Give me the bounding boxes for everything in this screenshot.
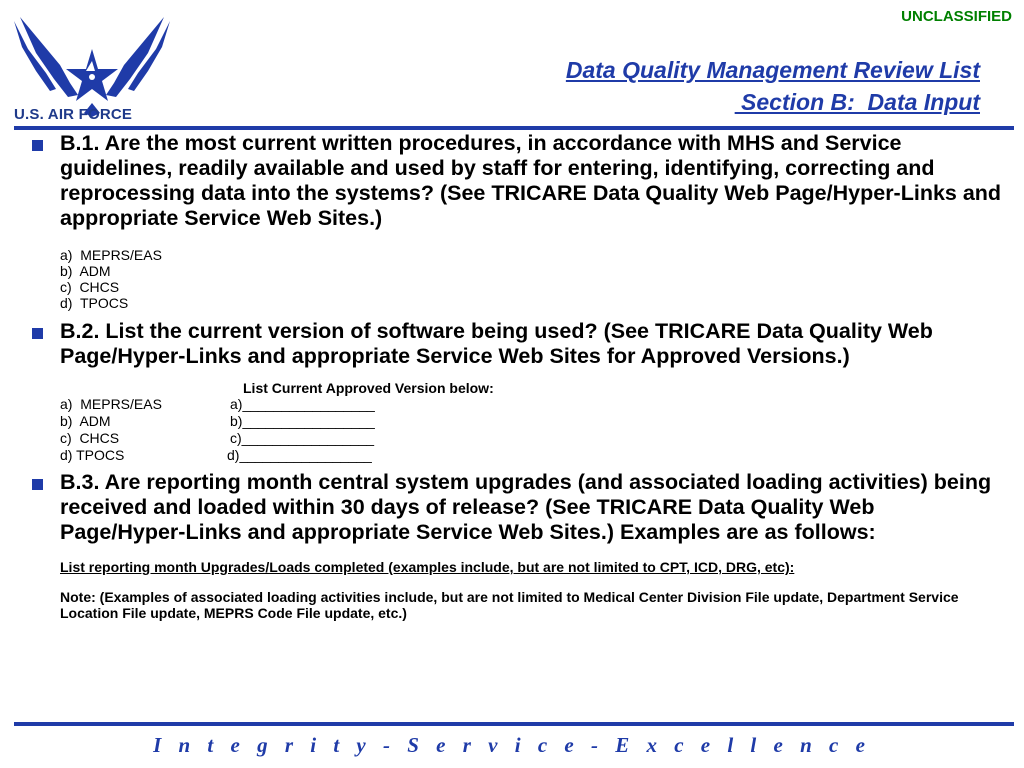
question-b3-text: B.3. Are reporting month central system upgrades (and associated loading activities) being received and loaded within 30 days of release? (See TRICARE Data Quality Web Page/Hyper-Links and appropriate Service Web Sites.) Examples are as follows: xyxy=(60,470,992,544)
question-b2 xyxy=(28,319,1003,464)
content-area xyxy=(28,131,1003,621)
upgrades-list-note: List reporting month Upgrades/Loads completed (examples include, but are not limited to CPT, ICD, DRG, etc): xyxy=(60,559,795,575)
version-label: c) CHCS xyxy=(60,430,120,446)
title-line-2: Section B: Data Input xyxy=(734,89,980,115)
list-item: c) CHCS xyxy=(60,279,120,295)
version-heading: List Current Approved Version below: xyxy=(243,380,494,396)
square-bullet-icon xyxy=(32,140,43,151)
version-row xyxy=(60,396,1003,413)
question-b1 xyxy=(28,131,1003,311)
version-label: b) ADM xyxy=(60,413,111,429)
footer-divider xyxy=(14,722,1014,726)
question-b1-text: B.1. Are the most current written procedures, in accordance with MHS and Service guidelines, readily available and used by staff for entering, identifying, correcting and reprocessing data into the systems? (See TRICARE Data Quality Web Page/Hyper-Links and appropriate Service Web Sites.) xyxy=(60,131,1002,230)
list-item: a) MEPRS/EAS xyxy=(60,247,162,263)
square-bullet-icon xyxy=(32,479,43,490)
version-row xyxy=(60,447,1003,464)
version-field[interactable]: b)_________________ xyxy=(230,413,375,429)
list-item: b) ADM xyxy=(60,263,111,279)
b1-systems-list xyxy=(60,247,1003,311)
version-field[interactable]: c)_________________ xyxy=(230,430,375,446)
header-divider xyxy=(14,126,1014,130)
version-row xyxy=(60,413,1003,430)
square-bullet-icon xyxy=(32,328,43,339)
version-field[interactable]: d)_________________ xyxy=(227,447,372,463)
logo-text: U.S. AIR FORCE xyxy=(14,106,133,123)
version-row xyxy=(60,430,1003,447)
footer-motto: I n t e g r i t y - S e r v i c e - E x c e l l e n c e xyxy=(153,733,871,757)
classification-label: UNCLASSIFIED xyxy=(901,8,1012,25)
version-label: d) TPOCS xyxy=(60,447,125,463)
version-field[interactable]: a)_________________ xyxy=(230,396,375,412)
question-b2-text: B.2. List the current version of software being used? (See TRICARE Data Quality Web Page/Hyper-Links and appropriate Service Web Sites for Approved Versions.) xyxy=(60,319,933,368)
page-title xyxy=(566,54,980,118)
loading-activities-note: Note: (Examples of associated loading activities include, but are not limited to Medical Center Division File update, Department Service Location File update, MEPRS Code File update, etc.) xyxy=(60,589,959,621)
question-b3 xyxy=(28,470,1003,621)
list-item: d) TPOCS xyxy=(60,295,129,311)
version-list xyxy=(60,396,1003,464)
version-label: a) MEPRS/EAS xyxy=(60,396,162,412)
title-line-1: Data Quality Management Review List xyxy=(565,57,980,83)
